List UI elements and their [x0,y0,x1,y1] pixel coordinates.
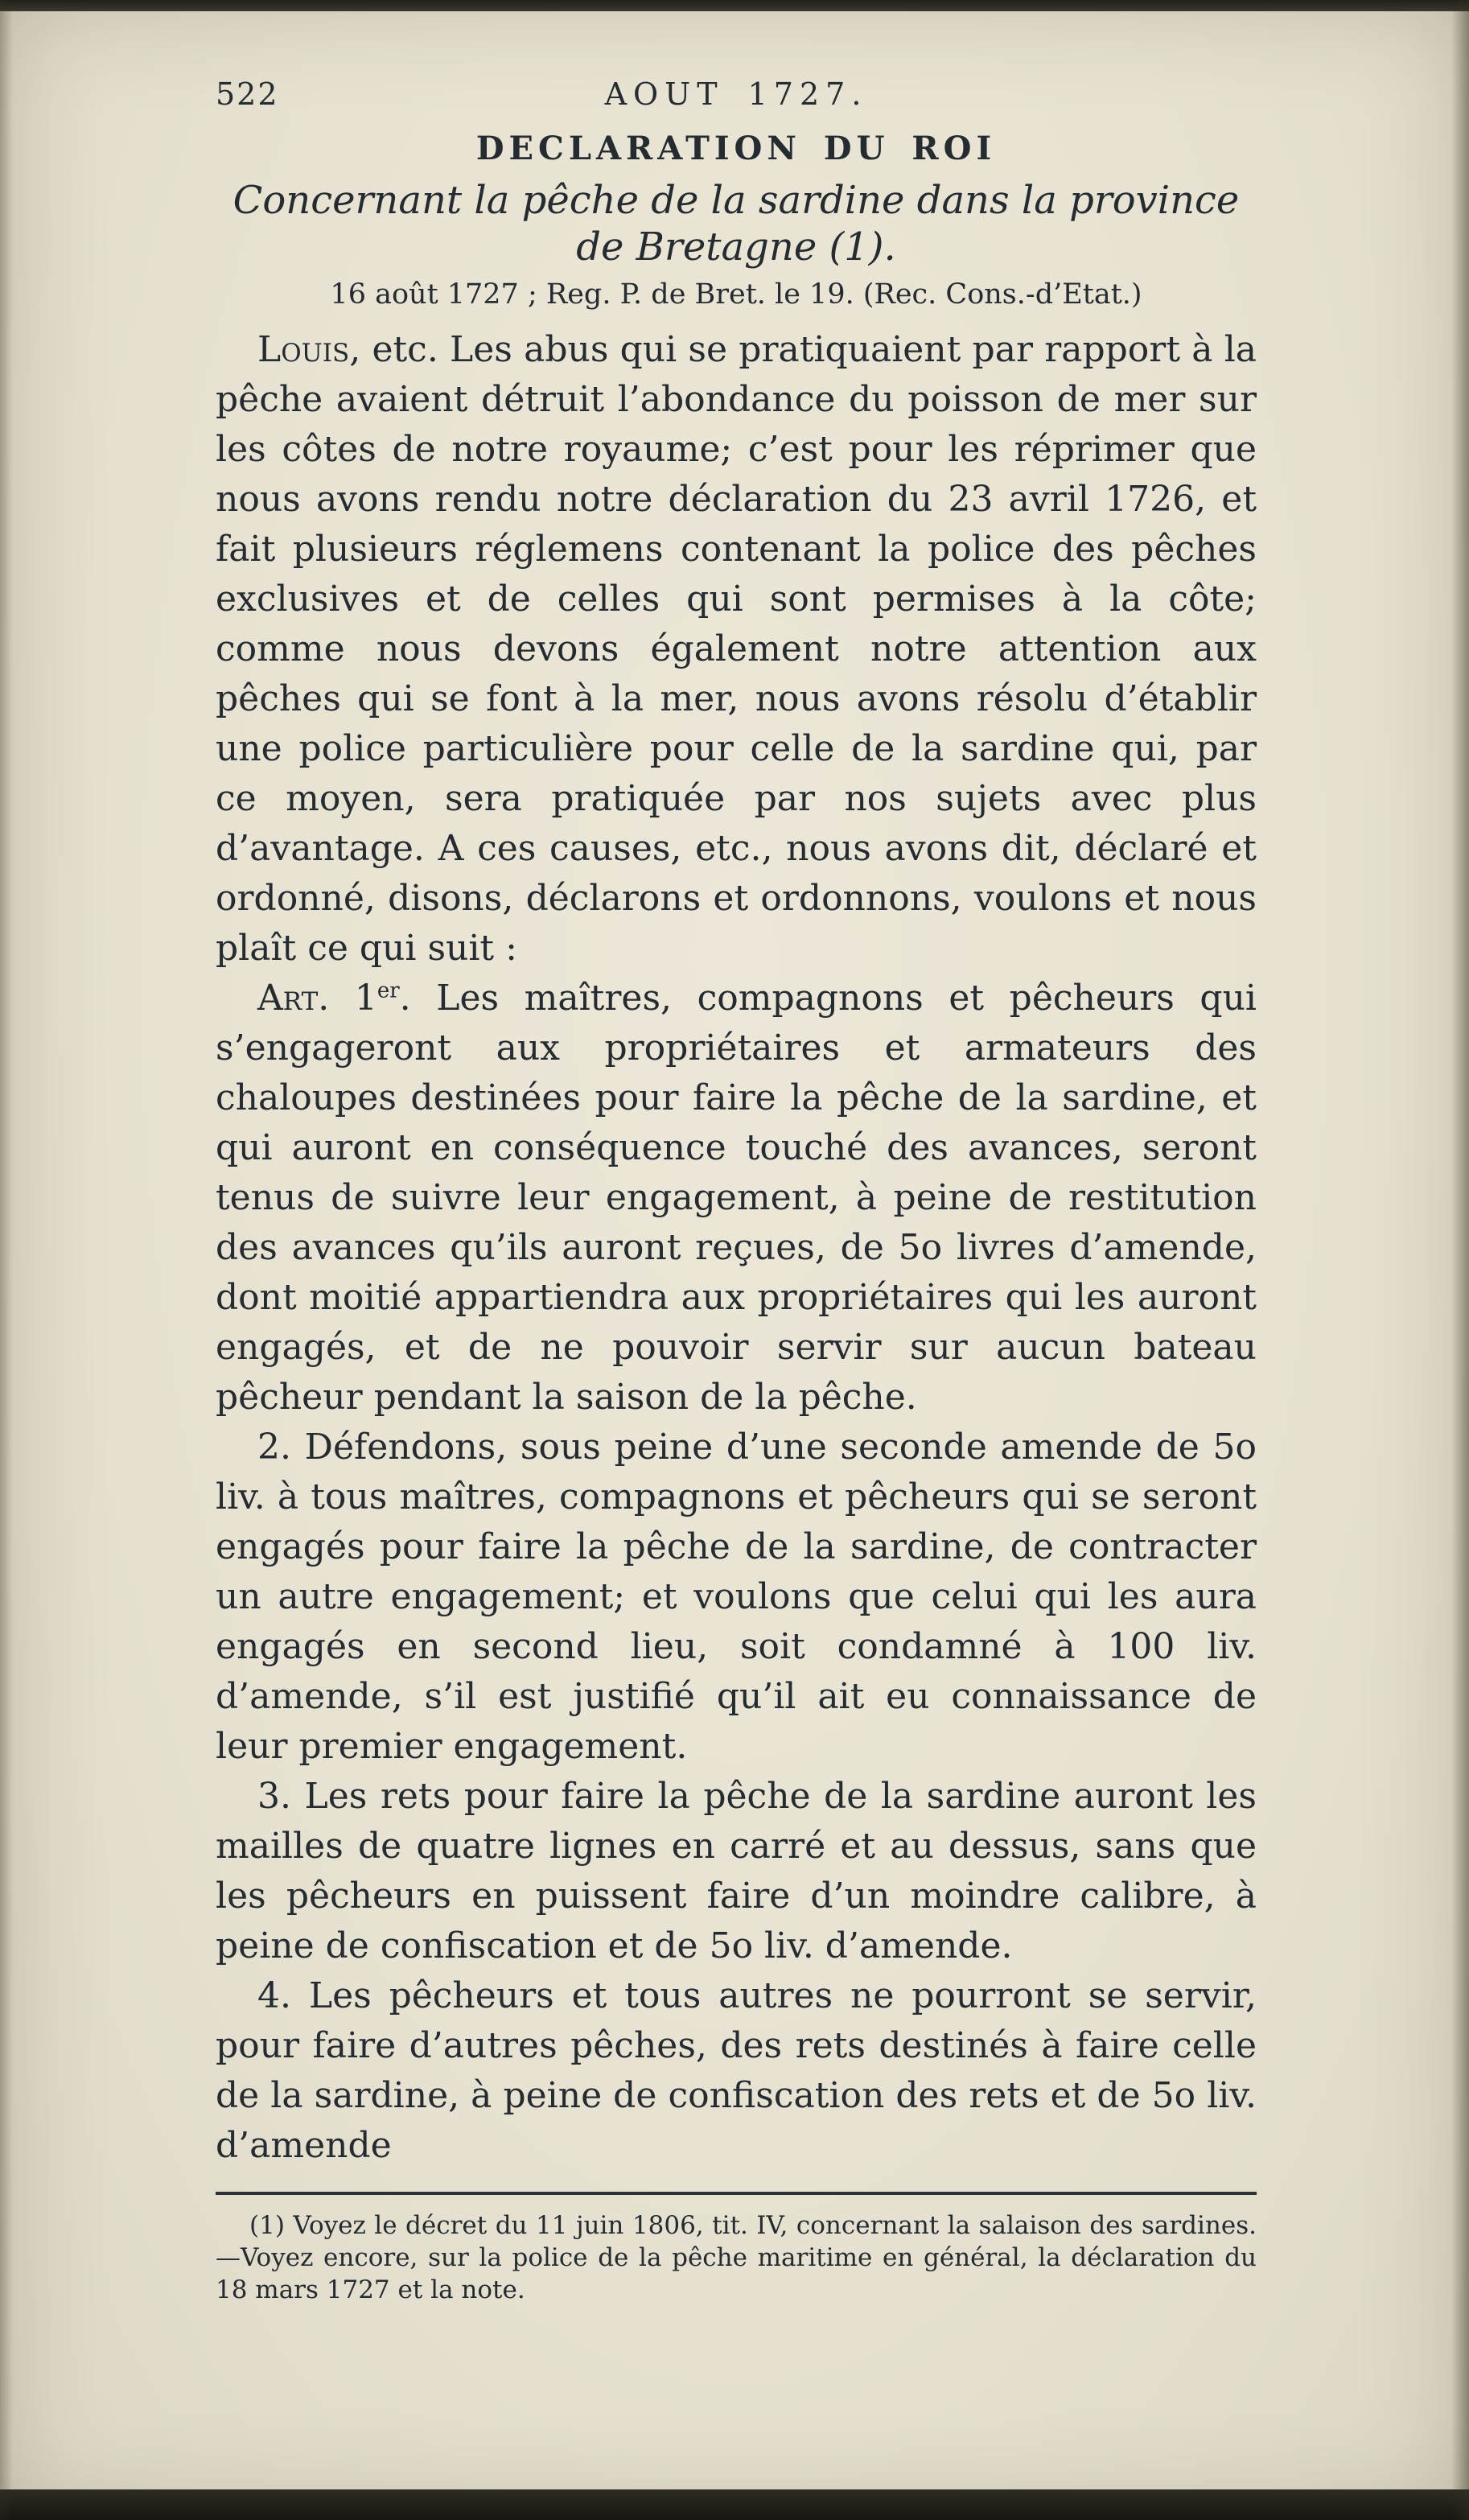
footnote-rule [216,2192,1257,2195]
paragraph-preamble [216,325,1257,974]
paragraph-article-1 [216,974,1257,1423]
paragraph-lead: 4. [257,1975,291,2016]
subtitle-line-1: Concernant la pêche de la sardine dans la province [232,178,1240,223]
page-content [216,76,1257,2306]
paragraph-lead: 2. [257,1427,291,1468]
paragraph-text: Les pêcheurs et tous autres ne pourront se servir, pour faire d’autres pêches, des rets destinés à faire celle de la sardine, à peine de confiscation des rets et de 5o liv. d’amende [216,1975,1257,2166]
paragraph-article-2 [216,1423,1257,1772]
paragraph-text: , etc. Les abus qui se pratiquaient par rapport à la pêche avaient détruit l’abondance du poisson de mer sur les côtes de notre royaume; c’est pour les réprimer que nous avons rendu notre déclaration du 23 avril 1726, et fait plusieurs réglemens contenant la police des pêches exclusives et de celles qui sont permises à la côte; comme nous devons également notre attention aux pêches qui se font à la mer, nous avons résolu d’établir une police particulière pour celle de la sardine qui, par ce moyen, sera pratiquée par nos sujets avec plus d’avantage. A ces causes, etc., nous avons dit, déclaré et ordonné, disons, déclarons et ordonnons, voulons et nous plaît ce qui suit : [216,329,1257,969]
scan-edge-right [1451,0,1469,2520]
document-title: DECLARATION DU ROI [475,130,997,167]
scan-edge-top [0,0,1469,11]
footnote: (1) Voyez le décret du 11 juin 1806, tit. IV, concernant la salaison des sardines.—Voyez encore, sur la police de la pêche maritime en général, la déclaration du 18 mars 1727 et la note. [216,2211,1257,2304]
page-number: 522 [216,76,279,112]
paragraph-lead: Louis [257,329,350,370]
page-header [216,76,1257,118]
paragraph-lead: 3. [257,1776,291,1817]
ordinal-superscript: er [377,978,400,1003]
paragraph-text: Défendons, sous peine d’une seconde amende de 5o liv. à tous maîtres, compagnons et pêcheurs qui se seront engagés pour faire la pêche de la sardine, de contracter un autre engagement; et voulons que celui qui les aura engagés en second lieu, soit condamné à 100 liv. d’amende, s’il est justifié qu’il ait eu connaissance de leur premier engagement. [216,1427,1257,1767]
paragraph-text: . Les maîtres, compagnons et pêcheurs qui s’engageront aux propriétaires et armateurs des chaloupes destinées pour faire la pêche de la sardine, et qui auront en conséquence touché des avances, seront tenus de suivre leur engagement, à peine de restitution des avances qu’ils auront reçues, de 5o livres d’amende, dont moitié appartiendra aux propriétaires qui les auront engagés, et de ne pouvoir servir sur aucun bateau pêcheur pendant la saison de la pêche. [216,978,1257,1418]
paragraph-lead: Art. 1 [257,978,377,1019]
reference-line: 16 août 1727 ; Reg. P. de Bret. le 19. (Rec. Cons.-d’Etat.) [330,278,1142,311]
running-header: AOUT 1727. [604,76,868,112]
paragraph-text: Les rets pour faire la pêche de la sardine auront les mailles de quatre lignes en carré et au dessus, sans que les pêcheurs en puissent faire d’un moindre calibre, à peine de confiscation et de 5o liv. d’amende. [216,1776,1257,1966]
scan-edge-bottom [0,2489,1469,2520]
scan-edge-left [0,0,13,2520]
paragraph-article-3 [216,1772,1257,1971]
subtitle-line-2: de Bretagne (1). [576,224,896,270]
paragraph-article-4 [216,1971,1257,2171]
document-subtitle [216,177,1257,270]
document-body [216,325,1257,2171]
